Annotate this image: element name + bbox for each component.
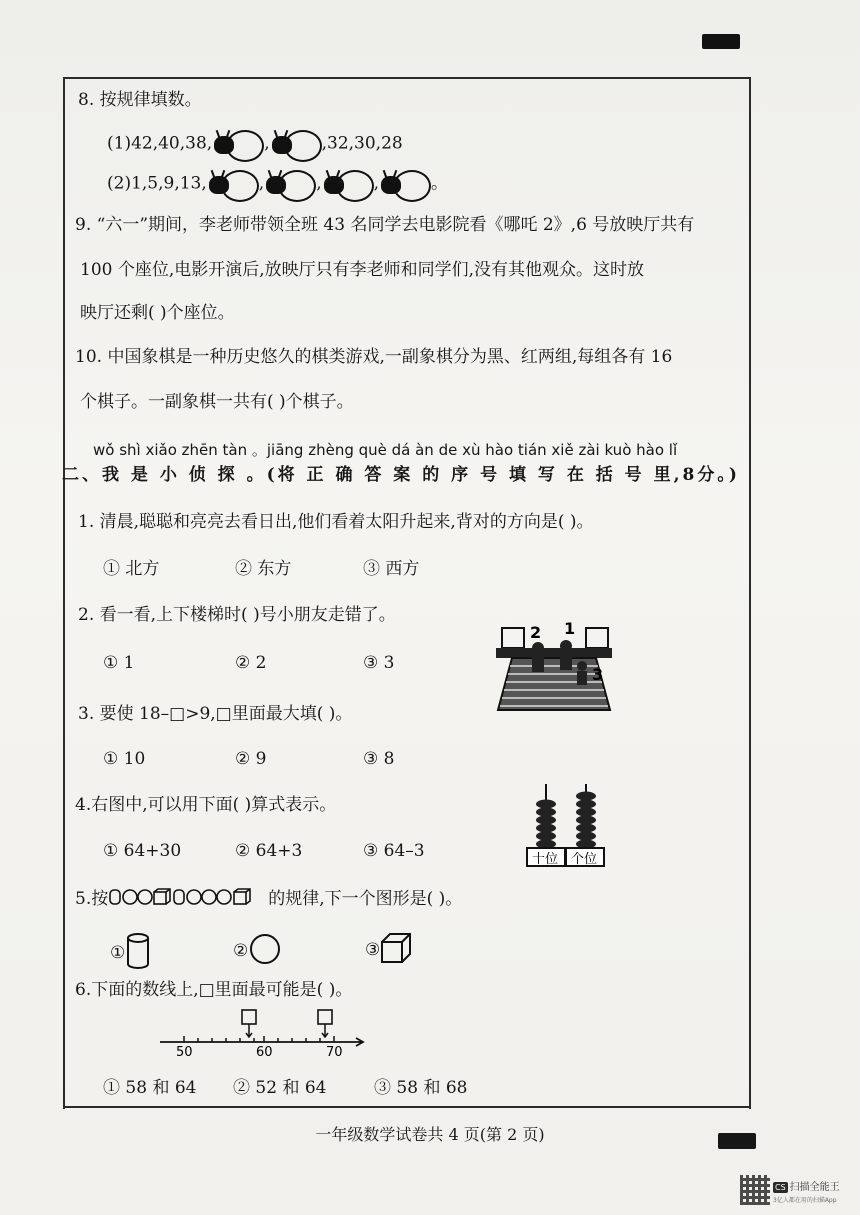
bug-bubble-icon[interactable] — [270, 128, 322, 160]
p4-option-1[interactable]: ① 64+30 — [103, 841, 182, 861]
bug-bubble-icon[interactable] — [212, 128, 264, 160]
p6-option-1[interactable]: ① 58 和 64 — [103, 1078, 197, 1098]
p3-option-3[interactable]: ③ 8 — [363, 749, 395, 769]
cs-logo: CS — [775, 1183, 786, 1192]
p5-option-3[interactable] — [365, 932, 414, 964]
p5-stem-pre: 5.按 — [75, 889, 109, 909]
p6-stem: 6.下面的数线上,□里面最可能是( )。 — [75, 980, 353, 1000]
q8-sequence-1 — [107, 128, 403, 160]
q9-line2: 100 个座位,电影开演后,放映厅只有李老师和同学们,没有其他观众。这时放 — [80, 260, 645, 280]
stairs-label-1: 1 — [564, 619, 576, 638]
p5-option-2-label: ② — [233, 941, 249, 961]
p5-option-1[interactable] — [110, 932, 151, 970]
p1-option-3[interactable]: ③ 西方 — [363, 559, 420, 579]
q9-line1: 9. “六一”期间，李老师带领全班 43 名同学去电影院看《哪吒 2》,6 号放映厅共有 — [75, 215, 695, 235]
p6-option-2[interactable]: ② 52 和 64 — [233, 1078, 327, 1098]
section2-pinyin: wǒ shì xiǎo zhēn tàn 。jiāng zhèng què dá àn de xù hào tián xiě zài kuò hào lǐ — [93, 441, 678, 459]
tick-60: 60 — [256, 1045, 273, 1060]
stairs-figure — [494, 618, 614, 714]
q10-line2: 个棋子。一副象棋一共有( )个棋子。 — [80, 392, 354, 412]
corner-mark — [702, 34, 740, 49]
p2-option-1[interactable]: ① 1 — [103, 653, 135, 673]
comma: , — [316, 173, 322, 194]
bug-bubble-icon[interactable] — [264, 168, 316, 200]
p5-stem — [75, 888, 462, 909]
p3-option-2[interactable]: ② 9 — [235, 749, 267, 769]
corner-mark-bottom — [718, 1133, 756, 1149]
q9-line3: 映厅还剩( )个座位。 — [80, 303, 235, 323]
stairs-label-2: 2 — [530, 623, 542, 642]
bug-bubble-icon[interactable] — [379, 168, 431, 200]
p4-stem: 4.右图中,可以用下面( )算式表示。 — [75, 795, 337, 815]
page-footer: 一年级数学试卷共 4 页(第 2 页) — [315, 1125, 545, 1144]
p1-option-2[interactable]: ② 东方 — [235, 559, 292, 579]
abacus-figure — [526, 782, 610, 868]
p4-option-3[interactable]: ③ 64–3 — [363, 841, 425, 861]
bug-bubble-icon[interactable] — [207, 168, 259, 200]
p2-stem: 2. 看一看,上下楼梯时( )号小朋友走错了。 — [78, 605, 396, 625]
q10-line1: 10. 中国象棋是一种历史悠久的棋类游戏,一副象棋分为黑、红两组,每组各有 16 — [75, 347, 673, 367]
p4-option-2[interactable]: ② 64+3 — [235, 841, 303, 861]
p1-stem: 1. 清晨,聪聪和亮亮去看日出,他们看着太阳升起来,背对的方向是( )。 — [78, 512, 594, 532]
p3-option-1[interactable]: ① 10 — [103, 749, 146, 769]
q8-sequence-2 — [107, 168, 448, 200]
abacus-tens-label: 十位 — [532, 852, 559, 867]
cube-icon — [380, 932, 414, 964]
brand-name: 扫描全能王 — [789, 1182, 840, 1193]
comma: , — [258, 173, 265, 194]
period: 。 — [431, 173, 448, 194]
q8-s1-comma: , — [264, 133, 270, 154]
q8-s2-numbers: (2)1,5,9,13, — [107, 173, 207, 194]
p6-option-3[interactable]: ③ 58 和 68 — [374, 1078, 468, 1098]
p5-stem-post: 的规律,下一个图形是( )。 — [268, 889, 463, 909]
scanner-watermark — [773, 1178, 840, 1204]
q8-s1-numbers: (1)42,40,38, — [107, 133, 213, 154]
shape-pattern-icon — [108, 888, 268, 906]
circle-icon — [248, 932, 282, 966]
p2-option-3[interactable]: ③ 3 — [363, 653, 395, 673]
abacus-ones-label: 个位 — [571, 852, 598, 867]
comma: , — [373, 173, 379, 194]
p5-option-1-label: ① — [110, 943, 126, 963]
bottom-rule — [63, 1106, 749, 1108]
qr-code-icon — [740, 1175, 770, 1205]
tick-50: 50 — [176, 1045, 193, 1060]
section2-title: 二、我 是 小 侦 探 。(将 正 确 答 案 的 序 号 填 写 在 括 号 里,8分。) — [62, 465, 740, 485]
stairs-label-3: 3 — [592, 665, 604, 684]
tick-70: 70 — [326, 1045, 343, 1060]
p5-option-3-label: ③ — [365, 940, 381, 960]
q8-title: 8. 按规律填数。 — [78, 90, 202, 110]
p3-stem: 3. 要使 18–□>9,□里面最大填( )。 — [78, 704, 353, 724]
p1-option-1[interactable]: ① 北方 — [103, 559, 160, 579]
number-line-figure — [158, 1008, 368, 1060]
cylinder-icon — [125, 932, 151, 970]
p2-option-2[interactable]: ② 2 — [235, 653, 267, 673]
brand-subtitle: 3亿人都在用的扫描App — [773, 1197, 837, 1204]
p5-option-2[interactable] — [233, 932, 282, 966]
bug-bubble-icon[interactable] — [322, 168, 374, 200]
q8-s1-tail: ,32,30,28 — [321, 133, 403, 154]
